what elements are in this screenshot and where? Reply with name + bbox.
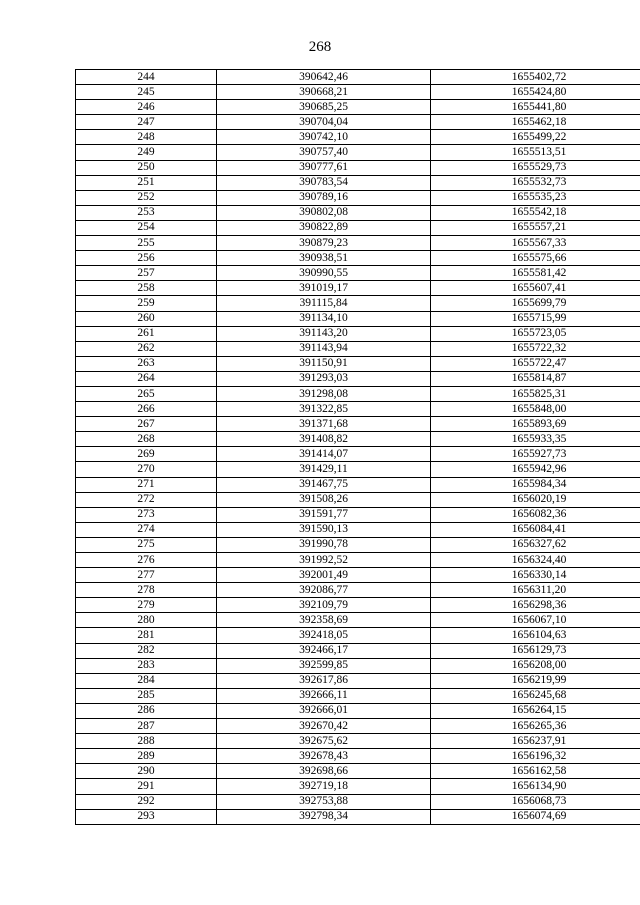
- point-number-cell: 271: [76, 477, 217, 492]
- x-coordinate-cell: 391467,75: [217, 477, 431, 492]
- point-number-cell: 246: [76, 100, 217, 115]
- point-number-cell: 248: [76, 130, 217, 145]
- point-number-cell: 289: [76, 749, 217, 764]
- table-row: [76, 296, 640, 311]
- table-row: [76, 568, 640, 583]
- y-coordinate-cell: 1655567,33: [431, 236, 640, 251]
- table-row: [76, 371, 640, 386]
- table-row: [76, 447, 640, 462]
- coordinates-table: [75, 69, 640, 825]
- table-row: [76, 356, 640, 371]
- y-coordinate-cell: 1656196,32: [431, 749, 640, 764]
- x-coordinate-cell: 391293,03: [217, 371, 431, 386]
- x-coordinate-cell: 390990,55: [217, 266, 431, 281]
- table-row: [76, 537, 640, 552]
- point-number-cell: 252: [76, 190, 217, 205]
- point-number-cell: 278: [76, 583, 217, 598]
- y-coordinate-cell: 1655942,96: [431, 462, 640, 477]
- x-coordinate-cell: 392358,69: [217, 613, 431, 628]
- table-body: [76, 70, 640, 825]
- table-row: [76, 341, 640, 356]
- x-coordinate-cell: 391429,11: [217, 462, 431, 477]
- x-coordinate-cell: 390777,61: [217, 160, 431, 175]
- table-row: [76, 432, 640, 447]
- x-coordinate-cell: 391590,13: [217, 522, 431, 537]
- point-number-cell: 245: [76, 85, 217, 100]
- table-row: [76, 673, 640, 688]
- y-coordinate-cell: 1656134,90: [431, 779, 640, 794]
- table-row: [76, 205, 640, 220]
- point-number-cell: 265: [76, 386, 217, 401]
- point-number-cell: 274: [76, 522, 217, 537]
- y-coordinate-cell: 1655532,73: [431, 175, 640, 190]
- x-coordinate-cell: 390642,46: [217, 70, 431, 85]
- y-coordinate-cell: 1655723,05: [431, 326, 640, 341]
- x-coordinate-cell: 391298,08: [217, 386, 431, 401]
- point-number-cell: 280: [76, 613, 217, 628]
- x-coordinate-cell: 391591,77: [217, 507, 431, 522]
- x-coordinate-cell: 391143,20: [217, 326, 431, 341]
- table-row: [76, 251, 640, 266]
- point-number-cell: 250: [76, 160, 217, 175]
- x-coordinate-cell: 392599,85: [217, 658, 431, 673]
- point-number-cell: 251: [76, 175, 217, 190]
- x-coordinate-cell: 390822,89: [217, 220, 431, 235]
- table-row: [76, 85, 640, 100]
- x-coordinate-cell: 391992,52: [217, 553, 431, 568]
- x-coordinate-cell: 392698,66: [217, 764, 431, 779]
- x-coordinate-cell: 390704,04: [217, 115, 431, 130]
- table-row: [76, 326, 640, 341]
- table-row: [76, 281, 640, 296]
- point-number-cell: 254: [76, 220, 217, 235]
- x-coordinate-cell: 392675,62: [217, 734, 431, 749]
- x-coordinate-cell: 391508,26: [217, 492, 431, 507]
- point-number-cell: 272: [76, 492, 217, 507]
- y-coordinate-cell: 1655499,22: [431, 130, 640, 145]
- point-number-cell: 261: [76, 326, 217, 341]
- y-coordinate-cell: 1656067,10: [431, 613, 640, 628]
- table-row: [76, 175, 640, 190]
- table-row: [76, 236, 640, 251]
- x-coordinate-cell: 392678,43: [217, 749, 431, 764]
- x-coordinate-cell: 392086,77: [217, 583, 431, 598]
- x-coordinate-cell: 390938,51: [217, 251, 431, 266]
- x-coordinate-cell: 390802,08: [217, 205, 431, 220]
- point-number-cell: 262: [76, 341, 217, 356]
- y-coordinate-cell: 1656330,14: [431, 568, 640, 583]
- y-coordinate-cell: 1656324,40: [431, 553, 640, 568]
- table-row: [76, 734, 640, 749]
- y-coordinate-cell: 1656068,73: [431, 794, 640, 809]
- x-coordinate-cell: 391143,94: [217, 341, 431, 356]
- point-number-cell: 290: [76, 764, 217, 779]
- y-coordinate-cell: 1656265,36: [431, 719, 640, 734]
- table-row: [76, 613, 640, 628]
- y-coordinate-cell: 1655441,80: [431, 100, 640, 115]
- y-coordinate-cell: 1655424,80: [431, 85, 640, 100]
- point-number-cell: 260: [76, 311, 217, 326]
- table-row: [76, 598, 640, 613]
- y-coordinate-cell: 1655814,87: [431, 371, 640, 386]
- y-coordinate-cell: 1655848,00: [431, 402, 640, 417]
- table-row: [76, 703, 640, 718]
- point-number-cell: 284: [76, 673, 217, 688]
- table-row: [76, 779, 640, 794]
- y-coordinate-cell: 1655575,66: [431, 251, 640, 266]
- y-coordinate-cell: 1655699,79: [431, 296, 640, 311]
- x-coordinate-cell: 391371,68: [217, 417, 431, 432]
- y-coordinate-cell: 1655715,99: [431, 311, 640, 326]
- y-coordinate-cell: 1656084,41: [431, 522, 640, 537]
- x-coordinate-cell: 392753,88: [217, 794, 431, 809]
- page-number: 268: [308, 39, 332, 55]
- table-row: [76, 522, 640, 537]
- x-coordinate-cell: 390789,16: [217, 190, 431, 205]
- x-coordinate-cell: 391990,78: [217, 537, 431, 552]
- point-number-cell: 285: [76, 688, 217, 703]
- point-number-cell: 286: [76, 703, 217, 718]
- table-row: [76, 160, 640, 175]
- y-coordinate-cell: 1656082,36: [431, 507, 640, 522]
- y-coordinate-cell: 1656129,73: [431, 643, 640, 658]
- point-number-cell: 273: [76, 507, 217, 522]
- point-number-cell: 268: [76, 432, 217, 447]
- table-row: [76, 70, 640, 85]
- point-number-cell: 258: [76, 281, 217, 296]
- point-number-cell: 275: [76, 537, 217, 552]
- point-number-cell: 279: [76, 598, 217, 613]
- x-coordinate-cell: 391408,82: [217, 432, 431, 447]
- y-coordinate-cell: 1656237,91: [431, 734, 640, 749]
- table-row: [76, 719, 640, 734]
- y-coordinate-cell: 1655402,72: [431, 70, 640, 85]
- x-coordinate-cell: 392001,49: [217, 568, 431, 583]
- y-coordinate-cell: 1655927,73: [431, 447, 640, 462]
- x-coordinate-cell: 391414,07: [217, 447, 431, 462]
- table-row: [76, 492, 640, 507]
- y-coordinate-cell: 1655462,18: [431, 115, 640, 130]
- x-coordinate-cell: 390783,54: [217, 175, 431, 190]
- point-number-cell: 244: [76, 70, 217, 85]
- table-row: [76, 462, 640, 477]
- point-number-cell: 270: [76, 462, 217, 477]
- table-row: [76, 749, 640, 764]
- table-row: [76, 688, 640, 703]
- y-coordinate-cell: 1655557,21: [431, 220, 640, 235]
- table-row: [76, 145, 640, 160]
- table-row: [76, 628, 640, 643]
- table-row: [76, 417, 640, 432]
- table-row: [76, 115, 640, 130]
- y-coordinate-cell: 1656245,68: [431, 688, 640, 703]
- x-coordinate-cell: 392109,79: [217, 598, 431, 613]
- x-coordinate-cell: 390757,40: [217, 145, 431, 160]
- point-number-cell: 247: [76, 115, 217, 130]
- table-row: [76, 507, 640, 522]
- table-row: [76, 583, 640, 598]
- point-number-cell: 263: [76, 356, 217, 371]
- table-row: [76, 553, 640, 568]
- x-coordinate-cell: 392466,17: [217, 643, 431, 658]
- x-coordinate-cell: 392719,18: [217, 779, 431, 794]
- x-coordinate-cell: 390668,21: [217, 85, 431, 100]
- y-coordinate-cell: 1656020,19: [431, 492, 640, 507]
- x-coordinate-cell: 392666,11: [217, 688, 431, 703]
- y-coordinate-cell: 1655893,69: [431, 417, 640, 432]
- x-coordinate-cell: 392798,34: [217, 809, 431, 824]
- table-row: [76, 809, 640, 824]
- point-number-cell: 276: [76, 553, 217, 568]
- table-row: [76, 130, 640, 145]
- x-coordinate-cell: 390879,23: [217, 236, 431, 251]
- table-row: [76, 794, 640, 809]
- point-number-cell: 281: [76, 628, 217, 643]
- table-row: [76, 402, 640, 417]
- x-coordinate-cell: 392617,86: [217, 673, 431, 688]
- point-number-cell: 277: [76, 568, 217, 583]
- x-coordinate-cell: 392418,05: [217, 628, 431, 643]
- table-row: [76, 311, 640, 326]
- x-coordinate-cell: 390685,25: [217, 100, 431, 115]
- table-row: [76, 658, 640, 673]
- x-coordinate-cell: 391019,17: [217, 281, 431, 296]
- point-number-cell: 288: [76, 734, 217, 749]
- x-coordinate-cell: 391134,10: [217, 311, 431, 326]
- table-row: [76, 386, 640, 401]
- y-coordinate-cell: 1655825,31: [431, 386, 640, 401]
- y-coordinate-cell: 1656311,20: [431, 583, 640, 598]
- point-number-cell: 257: [76, 266, 217, 281]
- point-number-cell: 256: [76, 251, 217, 266]
- point-number-cell: 264: [76, 371, 217, 386]
- y-coordinate-cell: 1655535,23: [431, 190, 640, 205]
- table-row: [76, 266, 640, 281]
- table-row: [76, 100, 640, 115]
- y-coordinate-cell: 1656074,69: [431, 809, 640, 824]
- point-number-cell: 287: [76, 719, 217, 734]
- y-coordinate-cell: 1655529,73: [431, 160, 640, 175]
- point-number-cell: 292: [76, 794, 217, 809]
- y-coordinate-cell: 1655722,47: [431, 356, 640, 371]
- y-coordinate-cell: 1655933,35: [431, 432, 640, 447]
- x-coordinate-cell: 392666,01: [217, 703, 431, 718]
- y-coordinate-cell: 1655984,34: [431, 477, 640, 492]
- y-coordinate-cell: 1655722,32: [431, 341, 640, 356]
- x-coordinate-cell: 390742,10: [217, 130, 431, 145]
- y-coordinate-cell: 1656327,62: [431, 537, 640, 552]
- point-number-cell: 269: [76, 447, 217, 462]
- y-coordinate-cell: 1656104,63: [431, 628, 640, 643]
- y-coordinate-cell: 1656219,99: [431, 673, 640, 688]
- point-number-cell: 266: [76, 402, 217, 417]
- y-coordinate-cell: 1655542,18: [431, 205, 640, 220]
- point-number-cell: 267: [76, 417, 217, 432]
- y-coordinate-cell: 1655581,42: [431, 266, 640, 281]
- point-number-cell: 282: [76, 643, 217, 658]
- table-row: [76, 764, 640, 779]
- point-number-cell: 253: [76, 205, 217, 220]
- point-number-cell: 291: [76, 779, 217, 794]
- table-row: [76, 220, 640, 235]
- x-coordinate-cell: 392670,42: [217, 719, 431, 734]
- table-row: [76, 643, 640, 658]
- point-number-cell: 293: [76, 809, 217, 824]
- y-coordinate-cell: 1655513,51: [431, 145, 640, 160]
- point-number-cell: 249: [76, 145, 217, 160]
- point-number-cell: 259: [76, 296, 217, 311]
- y-coordinate-cell: 1656162,58: [431, 764, 640, 779]
- x-coordinate-cell: 391150,91: [217, 356, 431, 371]
- y-coordinate-cell: 1656298,36: [431, 598, 640, 613]
- point-number-cell: 255: [76, 236, 217, 251]
- y-coordinate-cell: 1656208,00: [431, 658, 640, 673]
- table-row: [76, 477, 640, 492]
- table-row: [76, 190, 640, 205]
- y-coordinate-cell: 1655607,41: [431, 281, 640, 296]
- x-coordinate-cell: 391322,85: [217, 402, 431, 417]
- y-coordinate-cell: 1656264,15: [431, 703, 640, 718]
- point-number-cell: 283: [76, 658, 217, 673]
- x-coordinate-cell: 391115,84: [217, 296, 431, 311]
